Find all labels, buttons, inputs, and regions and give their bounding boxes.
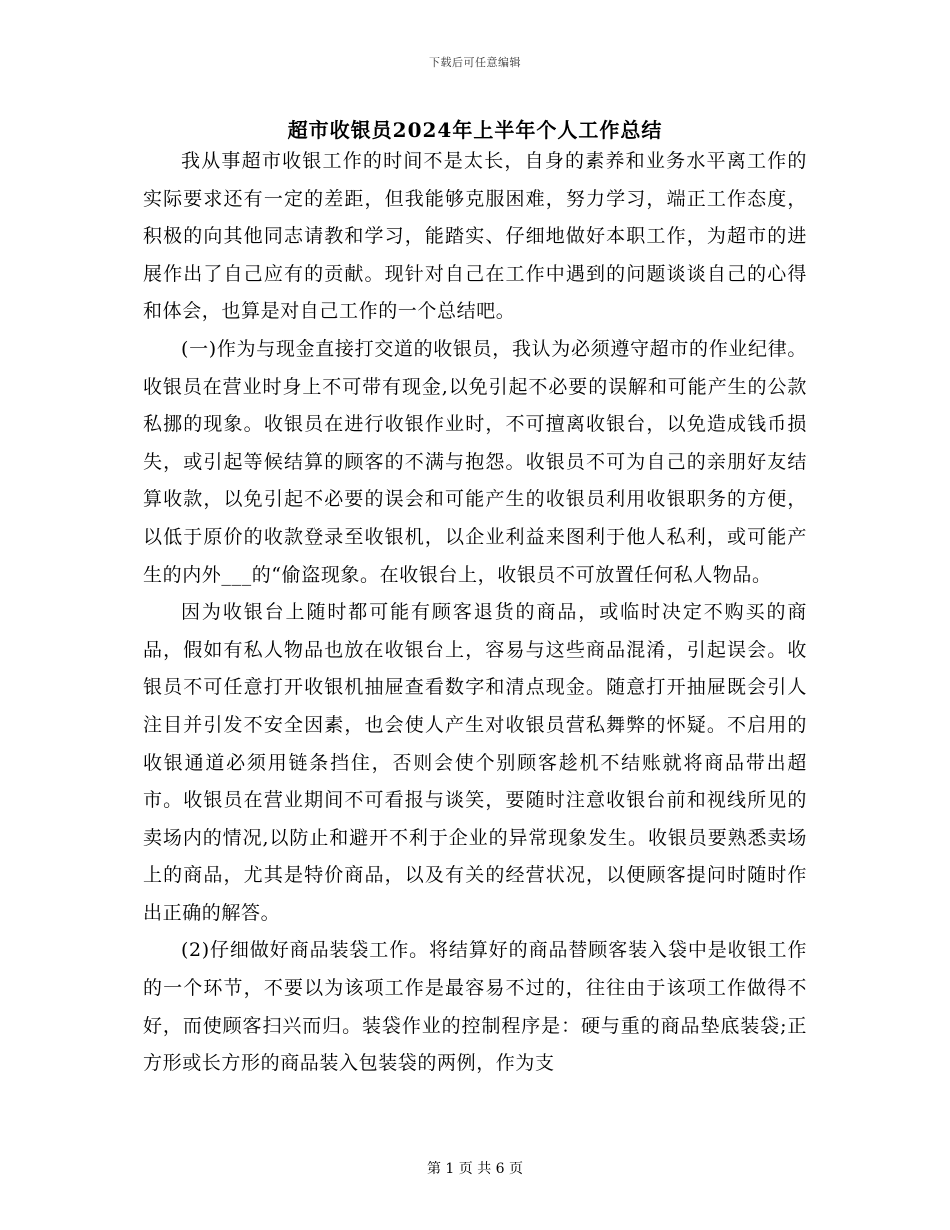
document-title: 超市收银员2024年上半年个人工作总结 [287, 118, 663, 142]
page-header-note: 下载后可任意编辑 [429, 56, 521, 69]
paragraph-bagging: (2)仔细做好商品装袋工作。将结算好的商品替顾客装入袋中是收银工作的一个环节，不要以为该项工作是最容易不过的，往往由于该项工作做得不好，而使顾客扫兴而归。装袋作业的控制程序是：硬与重的商品垫底装袋;正方形或长方形的商品装入包装袋的两例，作为支 [143, 939, 807, 1075]
paragraph-discipline: (一)作为与现金直接打交道的收银员，我认为必须遵守超市的作业纪律。收银员在营业时身上不可带有现金,以免引起不必要的误解和可能产生的公款私挪的现象。收银员在进行收银作业时，不可擅离收银台，以免造成钱币损失，或引起等候结算的顾客的不满与抱怨。收银员不可为自己的亲朋好友结算收款，以免引起不必要的误会和可能产生的收银员利用收银职务的方便，以低于原价的收款登录至收银机，以企业利益来图利于他人私利，或可能产生的内外___的“偷盗现象。在收银台上，收银员不可放置任何私人物品。 [143, 337, 807, 586]
page-number: 第 1 页 共 6 页 [426, 1161, 524, 1177]
paragraph-counter-items: 因为收银台上随时都可能有顾客退货的商品，或临时决定不购买的商品，假如有私人物品也放在收银台上，容易与这些商品混淆，引起误会。收银员不可任意打开收银机抽屉查看数字和清点现金。随意打开抽屉既会引人注目并引发不安全因素，也会使人产生对收银员营私舞弊的怀疑。不启用的收银通道必须用链条挡住，否则会使个别顾客趁机不结账就将商品带出超市。收银员在营业期间不可看报与谈笑，要随时注意收银台前和视线所见的卖场内的情况,以防止和避开不利于企业的异常现象发生。收银员要熟悉卖场上的商品，尤其是特价商品，以及有关的经营状况，以便顾客提问时随时作出正确的解答。 [143, 601, 807, 924]
paragraph-intro: 我从事超市收银工作的时间不是太长，自身的素养和业务水平离工作的实际要求还有一定的差距，但我能够克服困难，努力学习，端正工作态度，积极的向其他同志请教和学习，能踏实、仔细地做好本职工作，为超市的进展作出了自己应有的贡献。现针对自己在工作中遇到的问题谈谈自己的心得和体会，也算是对自己工作的一个总结吧。 [143, 150, 807, 323]
document-body [143, 143, 807, 1083]
